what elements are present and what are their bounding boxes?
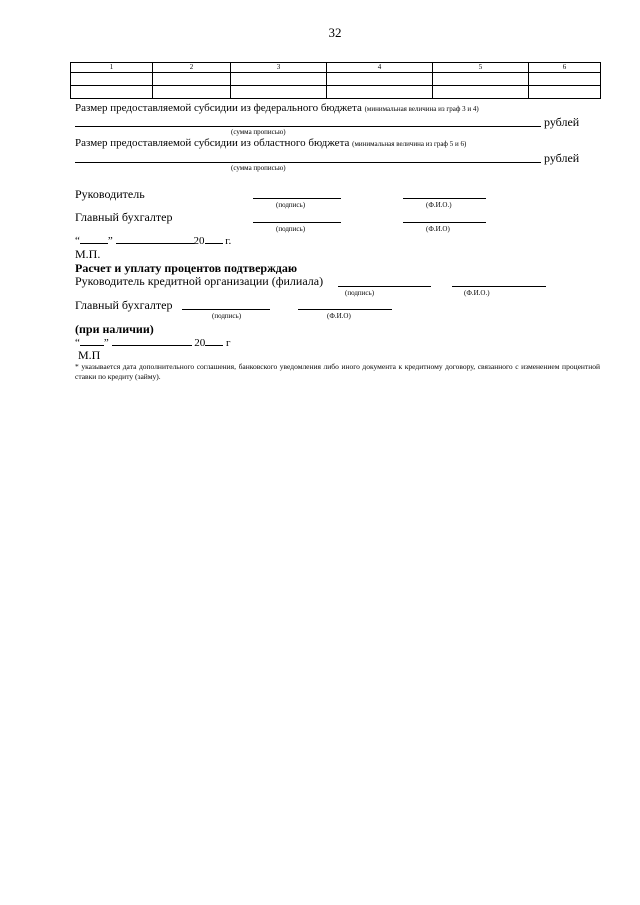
bank-head-label: Руководитель кредитной организации (филиала) (75, 274, 324, 288)
regional-subsidy-line (75, 137, 466, 149)
regional-subsidy-text: Размер предоставляемой субсидии из областного бюджета (75, 137, 350, 149)
regional-currency: рублей (544, 151, 580, 165)
bank-accountant-name-line (298, 309, 392, 310)
accountant-signature-line (253, 222, 341, 223)
accountant-signature-caption: (подпись) (276, 225, 306, 233)
bank-stamp-label: М.П (78, 348, 101, 362)
date-quote-close: ” (103, 337, 109, 349)
table-header-cell: 5 (433, 63, 529, 73)
bank-head-signature-line (338, 286, 431, 287)
table-cell (153, 73, 231, 86)
bank-head-name-caption: (Ф.И.О.) (464, 289, 490, 297)
table-row (71, 86, 601, 99)
federal-amount-caption: (сумма прописью) (231, 128, 286, 136)
head-signature-line (253, 198, 341, 199)
date-day-blank (80, 234, 108, 244)
bank-accountant-signature-line (182, 309, 270, 310)
table-cell (231, 73, 327, 86)
table-header-cell: 3 (231, 63, 327, 73)
federal-subsidy-line (75, 102, 479, 114)
table-header-cell: 2 (153, 63, 231, 73)
table-cell (327, 86, 433, 99)
accountant-name-caption: (Ф.И.О) (426, 225, 450, 233)
regional-amount-line (75, 162, 541, 163)
table-row (71, 73, 601, 86)
table-header-cell: 6 (529, 63, 601, 73)
table-header-row (71, 63, 601, 73)
date-quote-open: “ (75, 337, 80, 349)
table-cell (433, 86, 529, 99)
accountant-label: Главный бухгалтер (75, 210, 173, 224)
head-name-caption: (Ф.И.О.) (426, 201, 452, 209)
confirm-title: Расчет и уплату процентов подтверждаю (75, 261, 298, 275)
federal-amount-line (75, 126, 541, 127)
date-quote-close: ” (107, 235, 113, 247)
bank-head-signature-caption: (подпись) (345, 289, 375, 297)
table-header-cell: 1 (71, 63, 153, 73)
head-label: Руководитель (75, 187, 145, 201)
regional-amount-caption: (сумма прописью) (231, 164, 286, 172)
if-any-label: (при наличии) (75, 322, 154, 336)
bank-head-name-line (452, 286, 546, 287)
federal-currency: рублей (544, 115, 580, 129)
footnote: * указывается дата дополнительного соглашения, банковского уведомления либо иного документа к кредитному договору, связанного с изменением процентной ставки по кредиту (займу). (75, 362, 600, 381)
bank-accountant-name-caption: (Ф.И.О) (327, 312, 351, 320)
table-cell (529, 73, 601, 86)
date-year-prefix: 20 (193, 235, 205, 247)
table-cell (433, 73, 529, 86)
subsidy-table (70, 62, 601, 99)
stamp-label: М.П. (75, 247, 101, 261)
federal-subsidy-note: (минимальная величина из граф 3 и 4) (364, 105, 479, 113)
accountant-name-line (403, 222, 486, 223)
page-number: 32 (328, 25, 342, 40)
date-month-blank (116, 234, 194, 244)
date-year-prefix: 20 (194, 337, 206, 349)
date-year-blank (205, 234, 223, 244)
table-header-cell: 4 (327, 63, 433, 73)
bank-accountant-label: Главный бухгалтер (75, 298, 173, 312)
date-field-1 (75, 234, 231, 247)
table-cell (71, 86, 153, 99)
date-year-blank (205, 336, 223, 346)
federal-subsidy-text: Размер предоставляемой субсидии из федерального бюджета (75, 102, 362, 114)
table-cell (231, 86, 327, 99)
date-day-blank (80, 336, 104, 346)
date-quote-open: “ (75, 235, 80, 247)
table-cell (153, 86, 231, 99)
head-signature-caption: (подпись) (276, 201, 306, 209)
date-month-blank (112, 336, 192, 346)
table-cell (327, 73, 433, 86)
table-cell (71, 73, 153, 86)
head-name-line (403, 198, 486, 199)
bank-accountant-signature-caption: (подпись) (212, 312, 242, 320)
table-cell (529, 86, 601, 99)
date-suffix: г (226, 337, 231, 349)
date-suffix: г. (225, 235, 232, 247)
regional-subsidy-note: (минимальная величина из граф 5 и 6) (352, 140, 467, 148)
